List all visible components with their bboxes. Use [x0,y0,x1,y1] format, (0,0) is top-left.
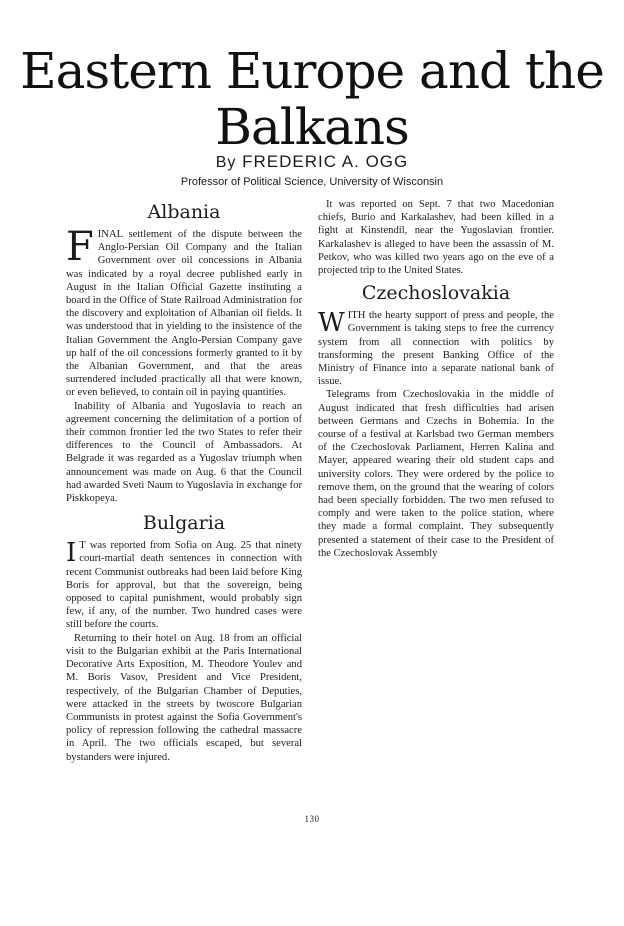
czechoslovakia-paragraph-1-text: ITH the hearty support of press and people, the Government is taking steps to free the currency system from all connection with politics by transforming the present Banking Office of the Ministry of Finance into a separate national bank of issue. [318,310,554,388]
author-name: FREDERIC A. OGG [242,152,409,171]
right-column [318,198,554,560]
author-affiliation: Professor of Political Science, University of Wisconsin [180,176,444,188]
czechoslovakia-paragraph-1 [318,309,554,388]
section-heading-czechoslovakia: Czechoslovakia [361,282,511,305]
drop-cap: W [318,308,345,339]
section-heading-bulgaria: Bulgaria [142,512,226,535]
page-number: 130 [304,814,320,824]
article-title-line-2: Balkans [215,98,409,156]
drop-cap: F [66,224,94,270]
drop-cap: I [66,538,77,569]
byline [0,152,624,172]
albania-paragraph-1 [66,224,302,400]
bulgaria-paragraph-1-text: T was reported from Sofia on Aug. 25 that ninety court-martial death sentences in connection with recent Communist outbreaks had been laid before King Boris for approval, but that the sovereign, being opposed to capital punishment, would probably sign few, if any, of the number. Two hundred cases were still before the courts. [66,540,302,631]
albania-paragraph-1-text: INAL settlement of the dispute between the Anglo-Persian Oil Company and the Italian Government over oil concessions in Albania was indicated by a royal decree published early in August in the Italian Official Gazette instituting a board in the Office of State Railroad Administration for the discovery and exploitation of Albanian oil fields. It was understood that in yielding to the insistence of the Italian Government the Anglo-Persian Company gave up half of the oil concessions formerly granted to it by the Albanian Government, and that the areas surrendered included practically all that were known, or even believed, to contain oil in paying quantities. [66,229,302,399]
left-column [66,198,302,764]
albania-paragraph-2: Inability of Albania and Yugoslavia to reach an agreement concerning the delimitation of a portion of their common frontier led the two States to refer their differences to the Council of Ambassadors. At Belgrade it was regarded as a Yugoslav triumph when announcement was made on Aug. 6 that the Council had awarded Sveti Naum to Yugoslavia in exchange for Piskkopeya. [66,400,302,505]
bulgaria-paragraph-1 [66,539,302,631]
bulgaria-paragraph-3: It was reported on Sept. 7 that two Macedonian chiefs, Burio and Karkalashev, had been killed in a fight at Kinstendil, near the Yugoslavian frontier. Karkalashev is alleged to have been the assassin of M. Petkov, who was killed two years ago on the eve of a projected trip to the United States. [318,199,554,277]
bulgaria-paragraph-2: Returning to their hotel on Aug. 18 from an official visit to the Bulgarian exhibit at the Paris International Decorative Arts Exposition, M. Theodore Youlev and M. Boris Vasov, President and Vice President, respectively, of the Bulgarian Chamber of Deputies, were attacked in the streets by twoscore Bulgarian Communists in protest against the Sofia Government's policy of repression following the cathedral massacre in April. The two officials escaped, but several bystanders were injured. [66,632,302,763]
section-heading-albania: Albania [147,201,221,223]
article-title-line-1: Eastern Europe and the [20,42,604,100]
byline-prefix: By [215,154,237,171]
czechoslovakia-paragraph-2: Telegrams from Czechoslovakia in the middle of August indicated that fresh difficulties had arisen between Germans and Czechs in Bohemia. In the course of a festival at Karlsbad two German members of the Czechoslovak Parliament, Herren Kalina and Mayer, appeared wearing their old student caps and university colors. They were ordered by the police to remove them, on the ground that the wearing of colors had been specially forbidden. The two men refused to comply and were taken to the police station, where they made a formal complaint. They subsequently presented a statement of their case to the President of the Czechoslovak Assembly [318,389,554,559]
